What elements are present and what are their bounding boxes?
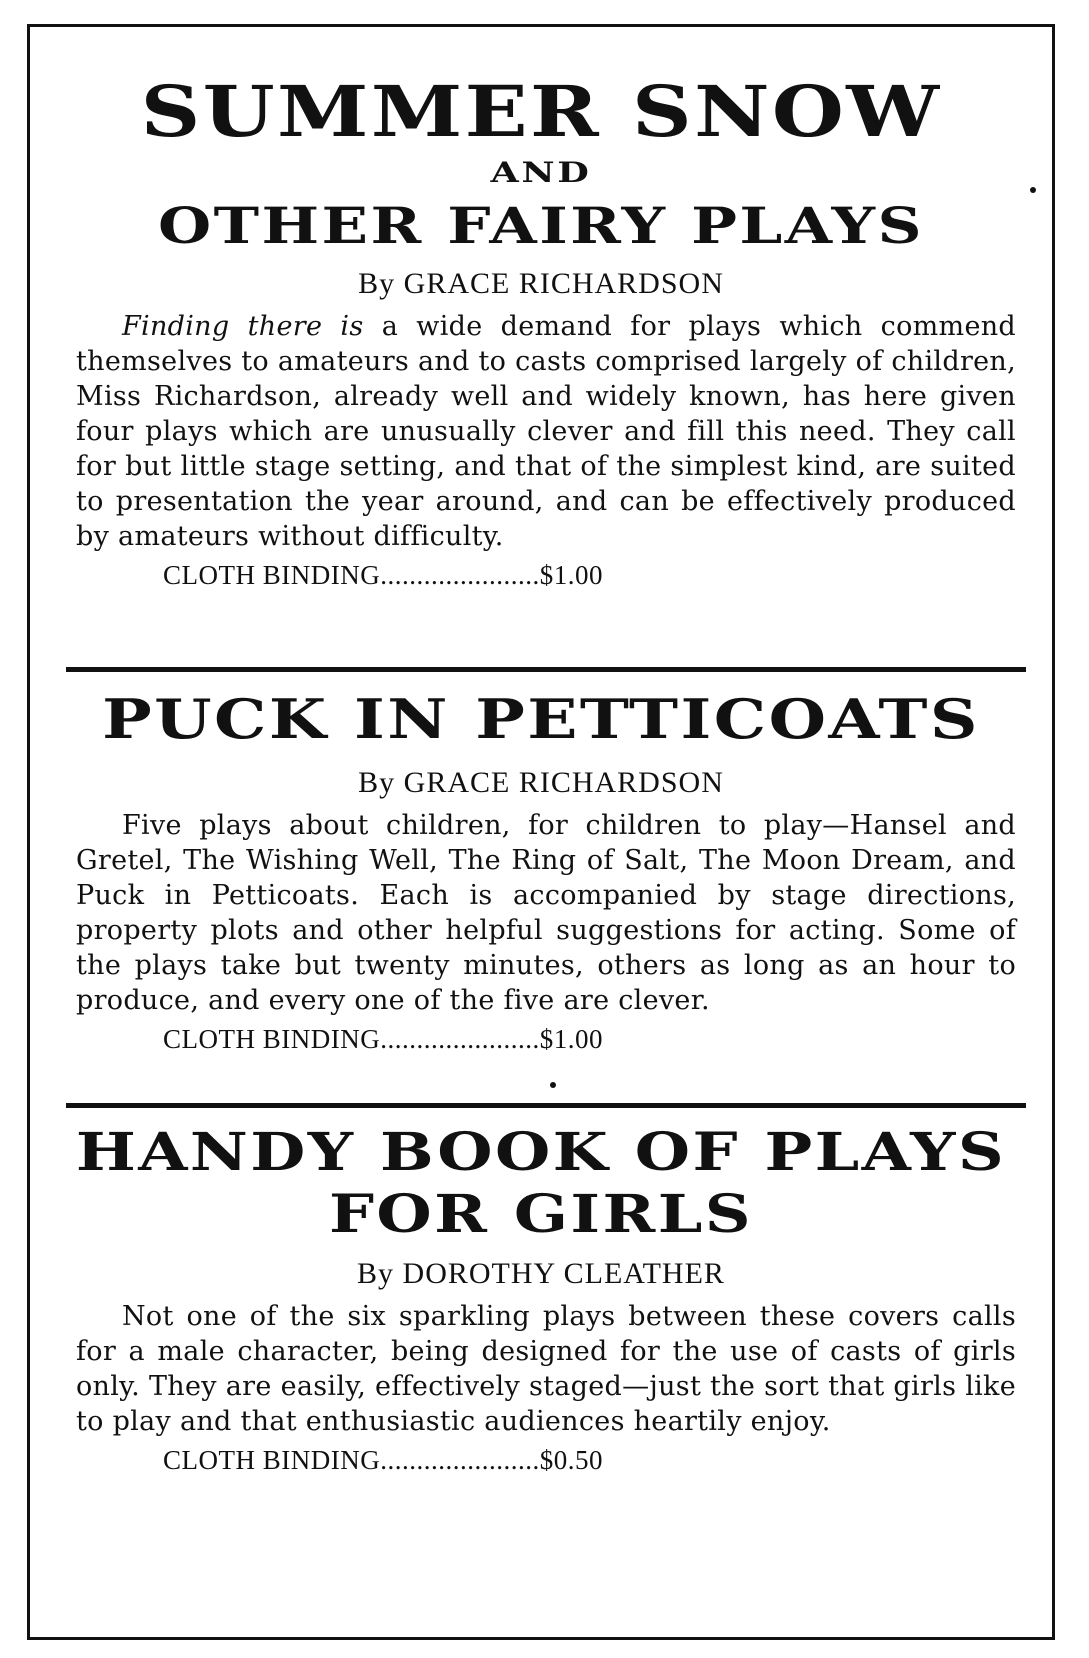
book-title: HANDY BOOK OF PLAYS xyxy=(75,1122,1007,1183)
book-subtitle: OTHER FAIRY PLAYS xyxy=(158,196,924,255)
print-speck xyxy=(1030,187,1036,193)
book-author: By DOROTHY CLEATHER xyxy=(357,1257,725,1290)
book-binding-price: CLOTH BINDING......................$1.00 xyxy=(163,560,603,590)
book-title-conjunction: AND xyxy=(490,156,592,189)
book-listing-handy-book-of-plays xyxy=(30,1122,1052,1476)
section-divider xyxy=(66,667,1026,672)
book-description: Not one of the six sparkling plays between these covers calls for a male character, being designed for the use of casts of girls only. They are easily, effectively staged—just the sort that girls like to play and that enthusiastic audiences heartily enjoy. xyxy=(76,1301,1016,1437)
book-binding-price: CLOTH BINDING......................$0.50 xyxy=(163,1445,603,1475)
book-description xyxy=(76,309,1016,554)
book-title: SUMMER SNOW xyxy=(140,70,942,153)
book-binding-price: CLOTH BINDING......................$1.00 xyxy=(163,1024,603,1054)
print-speck xyxy=(550,1082,556,1088)
section-divider xyxy=(66,1103,1026,1108)
description-lead: Finding there is xyxy=(122,311,364,342)
book-title: PUCK IN PETTICOATS xyxy=(102,687,980,751)
advertisement-frame xyxy=(27,24,1055,1640)
book-title-line2: FOR GIRLS xyxy=(328,1184,754,1245)
book-author: By GRACE RICHARDSON xyxy=(358,766,724,799)
description-body: a wide demand for plays which commend themselves to amateurs and to casts comprised largely of children, Miss Richardson, already well and widely known, has here given four plays which are unusually clever and fill this need. They call for but little stage setting, and that of the simplest kind, are suited to presentation the year around, and can be effectively produced by amateurs without difficulty. xyxy=(76,311,1016,552)
book-description: Five plays about children, for children to play—Hansel and Gretel, The Wishing Well, The Ring of Salt, The Moon Dream, and Puck in Petticoats. Each is accompanied by stage directions, property plots and other helpful suggestions for acting. Some of the plays take but twenty minutes, others as long as an hour to produce, and every one of the five are clever. xyxy=(76,810,1016,1016)
book-listing-puck-in-petticoats xyxy=(30,687,1052,1055)
book-author: By GRACE RICHARDSON xyxy=(358,267,724,300)
book-listing-summer-snow xyxy=(30,70,1052,591)
